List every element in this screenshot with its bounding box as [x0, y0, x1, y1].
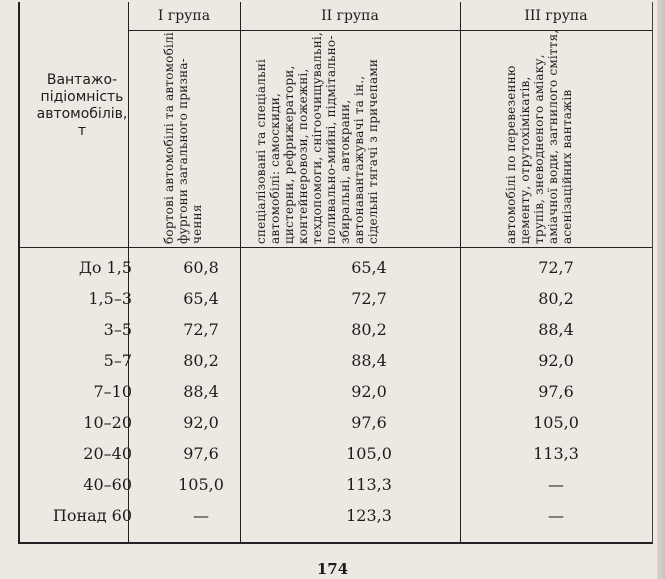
table-row: [20, 289, 652, 315]
group-2-cell: 92,0: [351, 382, 387, 401]
group-3-cell: 80,2: [538, 289, 574, 308]
page-number: 174: [316, 560, 349, 578]
group-3-cell: 113,3: [533, 444, 579, 463]
capacity-cell: Понад 60: [52, 506, 132, 525]
table-row: [20, 320, 652, 346]
group-1-cell: 105,0: [178, 475, 224, 494]
group-3-cell: —: [548, 475, 564, 494]
group-3-cell: 97,6: [538, 382, 574, 401]
table-row: [20, 444, 652, 470]
table-row: [20, 475, 652, 501]
data-table: [18, 2, 653, 544]
capacity-cell: 40–60: [83, 475, 132, 494]
group-1-description: бортові автомобілі та автомобілі фургони загального призна-чення: [162, 32, 204, 244]
capacity-cell: До 1,5: [78, 258, 132, 277]
capacity-cell: 3–5: [103, 320, 132, 339]
page-edge: [657, 0, 665, 579]
group-3-title: III група: [524, 8, 588, 24]
group-1-cell: 80,2: [183, 351, 219, 370]
group-1-cell: 72,7: [183, 320, 219, 339]
capacity-cell: 10–20: [83, 413, 132, 432]
capacity-cell: 20–40: [83, 444, 132, 463]
group-3-cell: 88,4: [538, 320, 574, 339]
group-2-cell: 72,7: [351, 289, 387, 308]
capacity-cell: 5–7: [103, 351, 132, 370]
table-row: [20, 258, 652, 284]
group-3-cell: 105,0: [533, 413, 579, 432]
group-2-cell: 97,6: [351, 413, 387, 432]
group-2-cell: 105,0: [346, 444, 392, 463]
group-1-cell: 92,0: [183, 413, 219, 432]
group-1-cell: 65,4: [183, 289, 219, 308]
table-row: [20, 506, 652, 532]
group-2-cell: 113,3: [346, 475, 392, 494]
group-2-cell: 80,2: [351, 320, 387, 339]
group-1-cell: 97,6: [183, 444, 219, 463]
group-1-cell: 88,4: [183, 382, 219, 401]
group-3-cell: 72,7: [538, 258, 574, 277]
group-2-cell: 123,3: [346, 506, 392, 525]
group-2-description: спеціалізовані та спеціальні автомобілі: самоскиди, цистерни, рефрижератори, контейнеровози, пожежні, техдопомоги, снігоочищувальні, поливально-мийні, підмітально-збиральні, автокрани, автонавантажувачі та ін., сідельні тягачі з причепами: [254, 32, 380, 244]
group-3-cell: —: [548, 506, 564, 525]
group-3-cell: 92,0: [538, 351, 574, 370]
table-row: [20, 382, 652, 408]
group-2-cell: 65,4: [351, 258, 387, 277]
group-1-cell: 60,8: [183, 258, 219, 277]
group-1-title: I група: [157, 8, 211, 24]
table-row: [20, 351, 652, 377]
group-2-cell: 88,4: [351, 351, 387, 370]
group-2-title: II група: [321, 8, 379, 24]
capacity-cell: 7–10: [93, 382, 132, 401]
header-divider: [20, 247, 652, 248]
capacity-cell: 1,5–3: [88, 289, 132, 308]
table-row: [20, 413, 652, 439]
capacity-column-header: Вантажо- підіомність автомобілів, т: [36, 72, 128, 139]
group-1-cell: —: [193, 506, 209, 525]
group-3-description: автомобілі по перевезенню цементу, отрутохімікатів, трупів, зневодненого аміаку, аміачної води, загнилого сміття, асенізаційних вантажів: [504, 29, 574, 244]
